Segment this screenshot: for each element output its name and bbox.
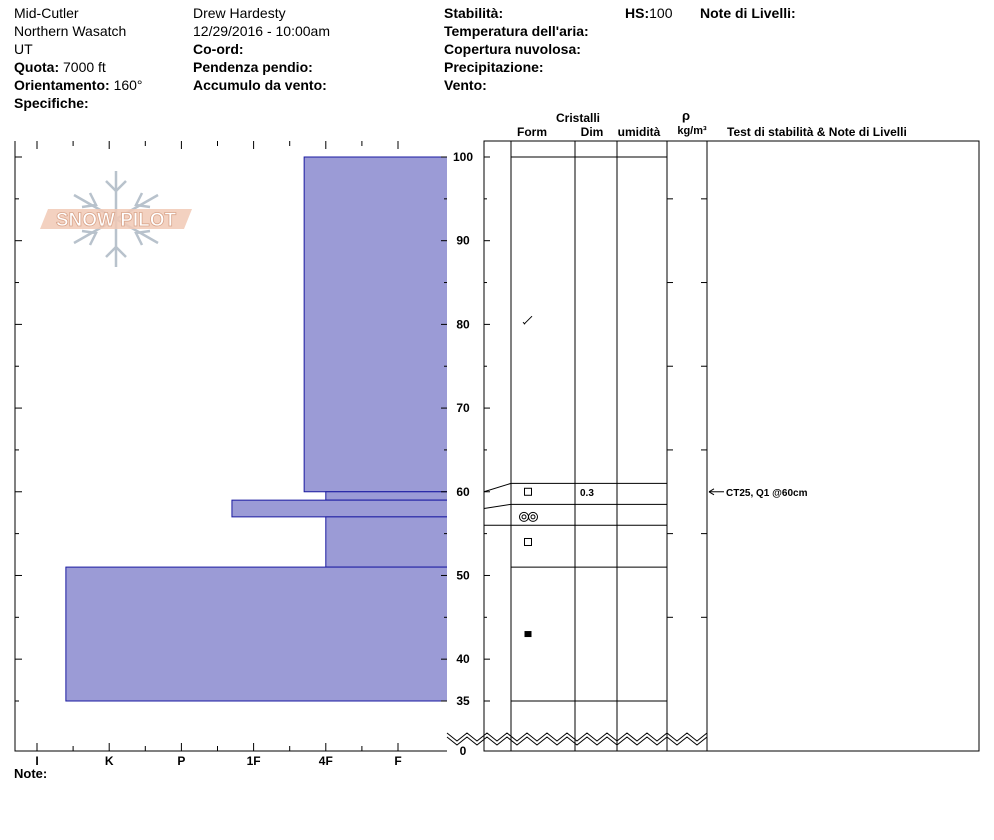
hardness-tick-label: 4F [318, 754, 333, 768]
grain-forms [520, 316, 595, 637]
height-tick-label: 100 [452, 150, 474, 164]
grain-size-label: 0.3 [580, 487, 594, 499]
faceted-crystal-icon [525, 488, 532, 495]
specifics-label: Specifiche: [14, 95, 89, 111]
hs-value: 100 [649, 5, 673, 21]
decomposing-fragments-tail-icon [523, 322, 525, 324]
faceted-crystal-icon [525, 538, 532, 545]
rounding-faceted-icon [525, 631, 532, 637]
logo-text: SNOW PILOT [55, 210, 177, 231]
snowpilot-logo [40, 171, 192, 267]
height-tick-label: 70 [456, 401, 470, 416]
melt-freeze-inner-icon [531, 515, 535, 519]
grain-table-frame [484, 141, 979, 751]
stability-test-label: CT25, Q1 @60cm [726, 487, 808, 499]
hardness-tick-label: P [177, 754, 186, 768]
hardness-layers [66, 157, 520, 701]
height-tick-label: 35 [456, 694, 470, 708]
wind-label: Vento: [444, 77, 487, 93]
hardness-layer [326, 492, 520, 500]
observer-name: Drew Hardesty [193, 5, 286, 21]
melt-freeze-icon [529, 512, 538, 521]
crystals-header: Cristalli [555, 111, 601, 125]
stability-label: Stabilità: [444, 5, 504, 21]
decomposing-fragments-icon [524, 316, 532, 324]
elevation-value: 7000 ft [63, 59, 106, 75]
hs-label: HS: [625, 5, 650, 21]
layer-notes-label: Note di Livelli: [700, 5, 796, 21]
tests-notes-header: Test di stabilità & Note di Livelli [727, 125, 907, 139]
hardness-layer [232, 500, 520, 517]
rho-header: ρ [681, 108, 691, 123]
axis-break-zigzag [447, 733, 707, 745]
notes-label: Note: [14, 766, 48, 781]
height-tick-label: 50 [456, 568, 470, 583]
hardness-layer [326, 517, 520, 567]
height-tick-label: 60 [456, 484, 470, 499]
hardness-tick-label: I [35, 754, 39, 768]
height-tick-label: 40 [456, 652, 470, 667]
elevation-label: Quota: [14, 59, 60, 75]
height-tick-label: 0 [459, 744, 467, 758]
density-unit-header: kg/m³ [677, 125, 707, 137]
cloud-cover-label: Copertura nuvolosa: [444, 41, 581, 57]
layer-connector [484, 483, 511, 491]
melt-freeze-inner-icon [522, 515, 526, 519]
stability-tests [709, 488, 808, 499]
air-temp-label: Temperatura dell'aria: [444, 23, 589, 39]
hardness-tick-label: 1F [246, 754, 261, 768]
moisture-header: umidità [617, 125, 661, 139]
aspect-value: 160° [113, 77, 143, 93]
hardness-tick-label: F [394, 754, 402, 768]
height-tick-label: 90 [456, 233, 470, 248]
slope-label: Pendenza pendio: [193, 59, 313, 75]
aspect-label: Orientamento: [14, 77, 110, 93]
height-tick-label: 80 [456, 317, 470, 332]
observation-datetime: 12/29/2016 - 10:00am [193, 23, 330, 39]
precipitation-label: Precipitazione: [444, 59, 544, 75]
hardness-tick-label: K [104, 754, 114, 768]
wind-loading-label: Accumulo da vento: [193, 77, 327, 93]
range-name: Northern Wasatch [14, 23, 127, 39]
location-name: Mid-Cutler [14, 5, 79, 21]
coord-label: Co-ord: [193, 41, 244, 57]
hardness-axis [35, 754, 401, 768]
hardness-layer [66, 567, 520, 701]
state-name: UT [14, 41, 33, 57]
melt-freeze-icon [520, 512, 529, 521]
dim-header: Dim [580, 125, 604, 139]
form-header: Form [517, 125, 547, 139]
layer-connector [484, 504, 511, 508]
